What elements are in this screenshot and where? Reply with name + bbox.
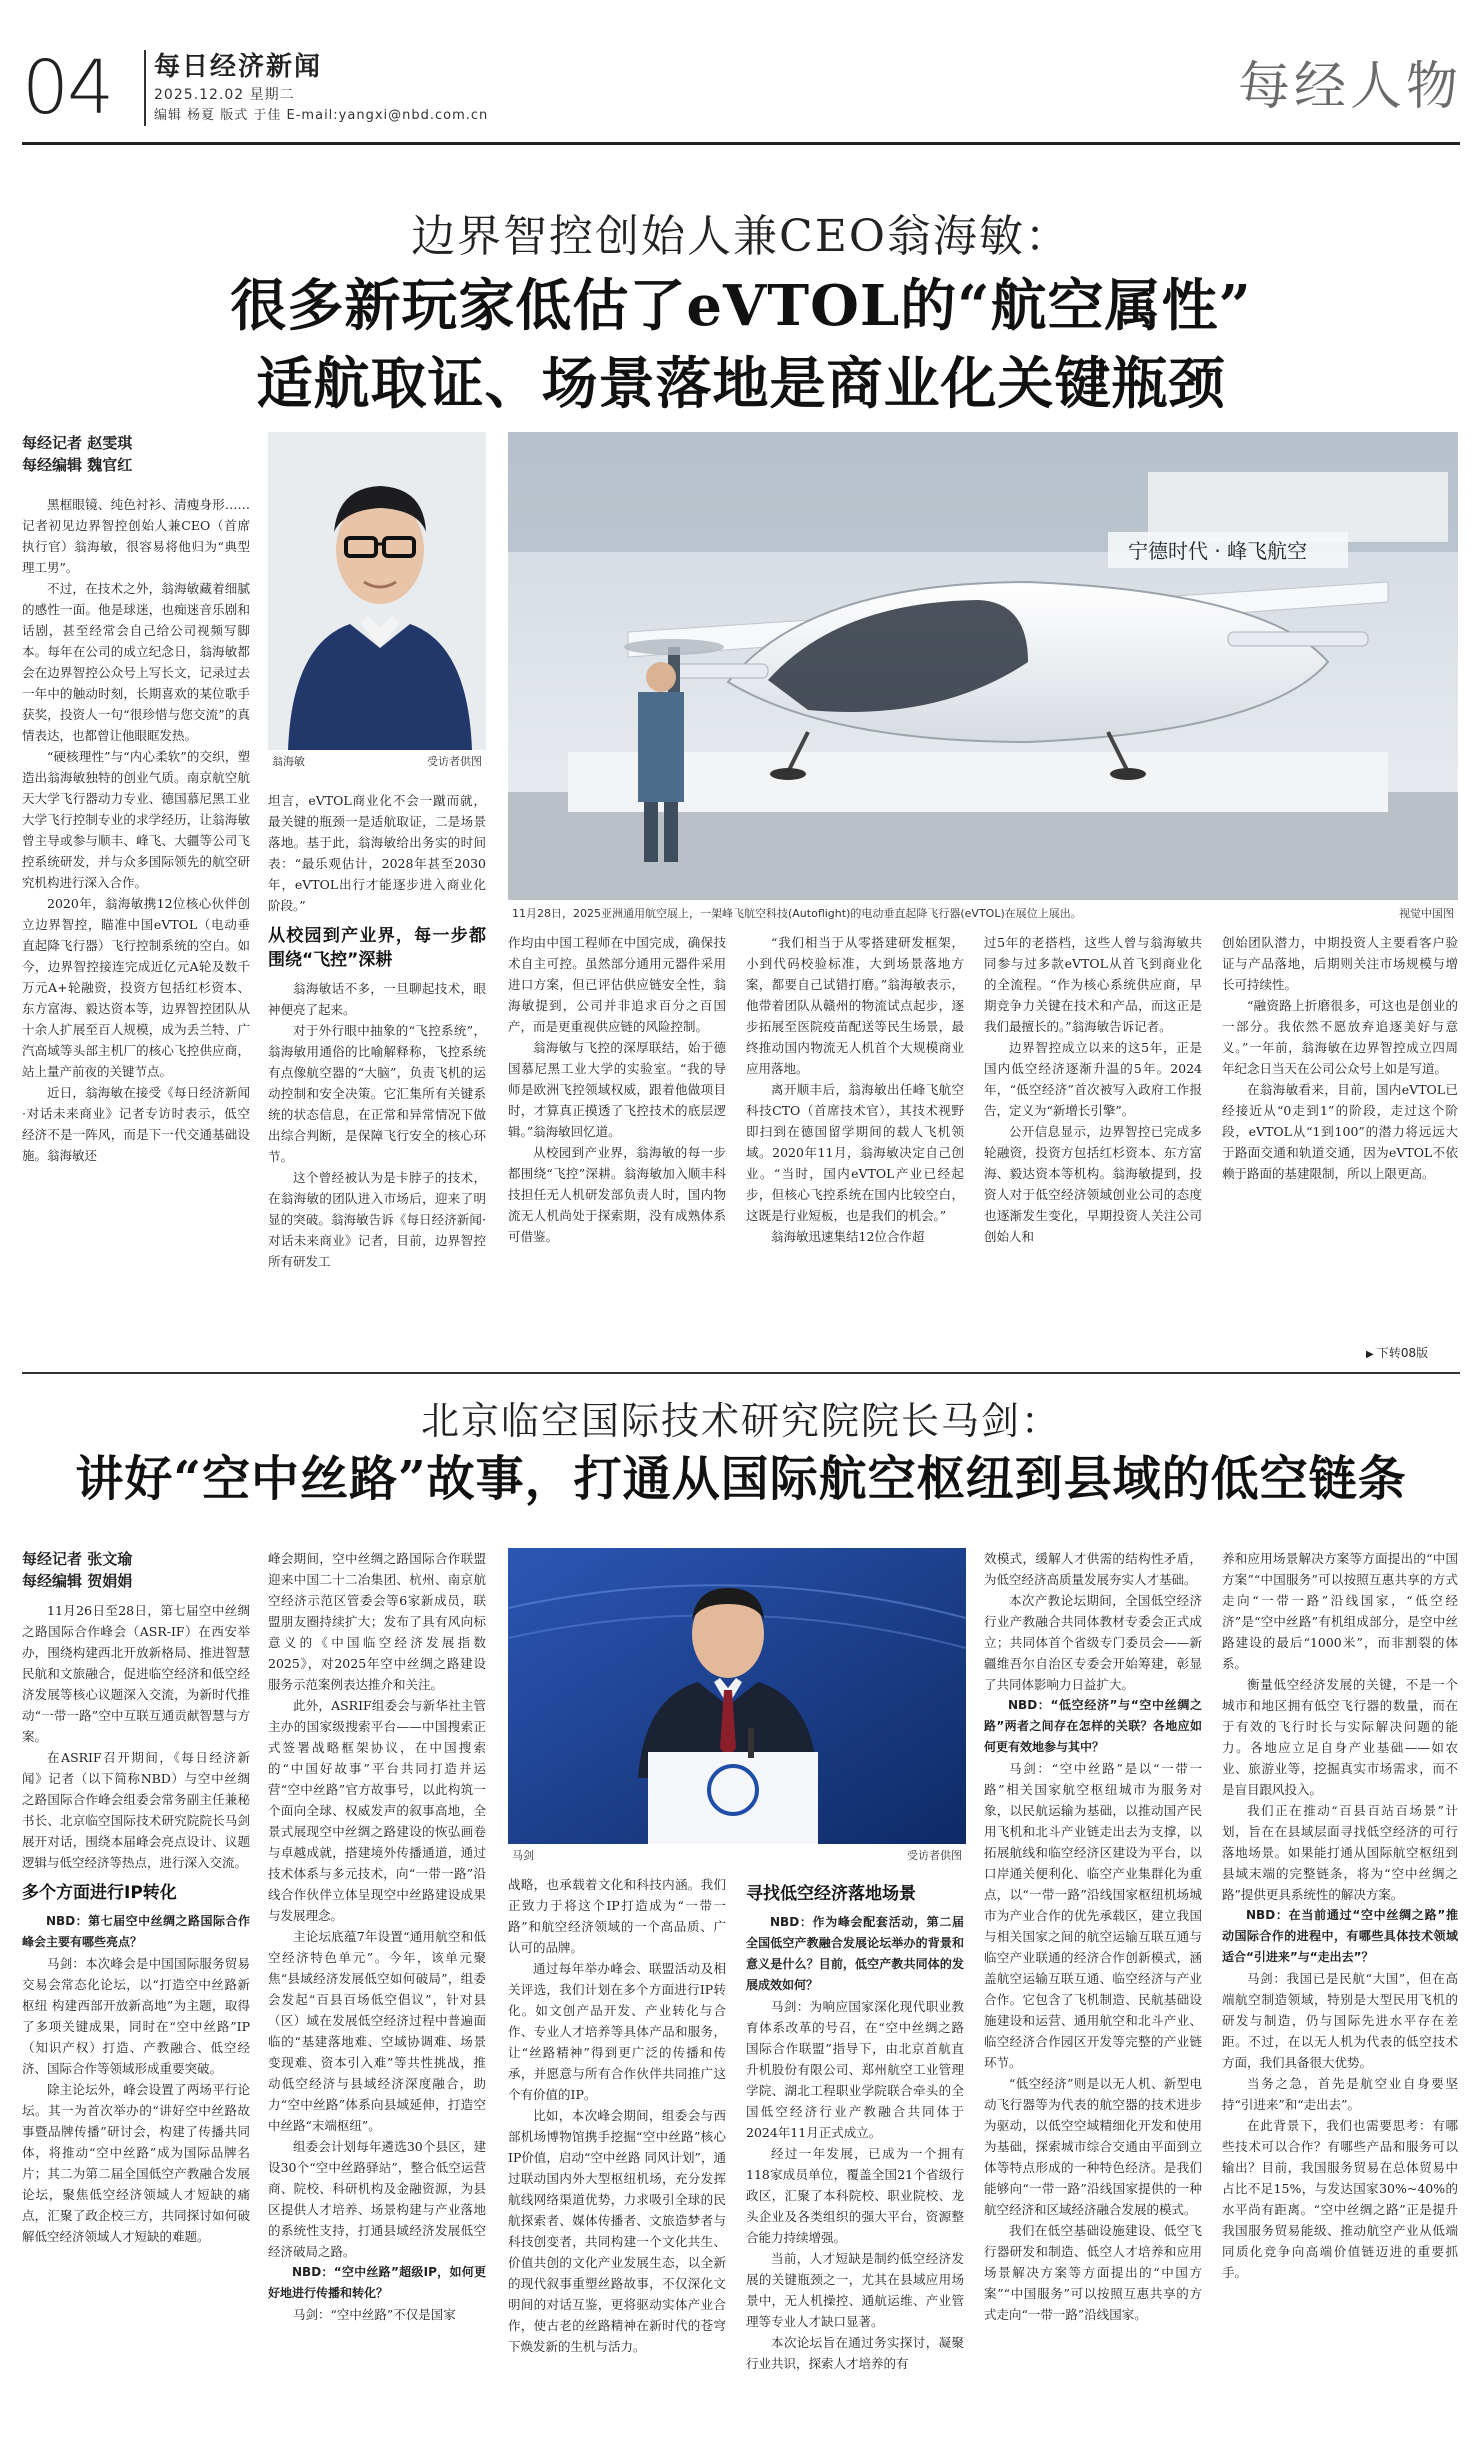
paragraph: 养和应用场景解决方案等方面提出的“中国方案”“中国服务”可以按照互惠共享的方式走向“一带一路”沿线国家，“低空经济”是“空中丝路”有机组成部分，是空中丝路建设的最后“1000米”，而非割裂的体系。: [1222, 1551, 1458, 1671]
answer: 马剑：“空中丝路”是以“一带一路”相关国家航空枢纽城市为服务对象，以民航运输为基础，以推动国产民用飞机和北斗产业链走出去为支撑，以拓展航线和临空经济区建设为平台，以口岸通关便利化、临空产业集群化为重点，以“一带一路”沿线国家枢纽机场城市为产业合作的优先承载区，建立我国与相关国家之间的航空运输互联互通与临空产业联通的经济合作创新模式，涵盖航空运输互联互通、临空经济与产业合作。它包含了飞机制造、民航基础设施建设和运营、通用航空和北斗产业、临空经济合作园区开发等完整的产业链环节。: [984, 1761, 1202, 2070]
paragraph: 翁海敏话不多，一旦聊起技术，眼神便亮了起来。: [268, 981, 486, 1017]
paragraph: 组委会计划每年遴选30个县区，建设30个“空中丝路驿站”，整合低空运营商、院校、科研机构及金融资源，为县区提供人才培养、场景构建与产业落地的系统性支持，打通县域经济发展低空经济破局之路。: [268, 2139, 486, 2259]
paragraph: 比如，本次峰会期间，组委会与西部机场博物馆携手挖掘“空中丝路”核心IP价值，启动“空中丝路 同风计划”，通过联动国内外大型枢纽机场，充分发挥航线网络渠道优势，力求吸引全球的民航探索者、媒体传播者、文旅造梦者与科技创变者，共同构建一个文化共生、价值共创的文化产业发展生态，以全新的现代叙事重塑丝路故事，不仅深化文明间的对话互鉴，更将驱动实体产业合作，使古老的丝路精神在新时代的苍穹下焕发新的生机与活力。: [508, 2108, 726, 2354]
article1-column-2: [268, 790, 486, 1366]
speaker-illustration: [508, 1548, 966, 1844]
paragraph: 我们正在推动“百县百站百场景”计划，旨在在县域层面寻找低空经济的可行落地场景。如果能打通从国际航空枢纽到县域末端的完整链条，将为“空中丝绸之路”提供更具系统性的解决方案。: [1222, 1803, 1458, 1902]
evtol-caption-text: 11月28日，2025亚洲通用航空展上，一架峰飞航空科技(Autoflight)的电动垂直起降飞行器(eVTOL)在展位上展出。: [512, 907, 1082, 920]
article1-reporter: 每经记者 赵雯琪: [22, 434, 133, 452]
article1-kicker: 边界智控创始人兼CEO翁海敏：: [411, 211, 1071, 262]
issue-date: 2025.12.02 星期二: [154, 87, 295, 103]
masthead-separator: [144, 50, 146, 126]
answer: 马剑：“空中丝路”不仅是国家: [293, 2307, 456, 2322]
paragraph: 作均由中国工程师在中国完成，确保技术自主可控。虽然部分通用元器件采用进口方案，但已评估供应链安全性，翁海敏提到，公司并非追求百分之百国产，而是更重视供应链的风险控制。: [508, 935, 726, 1034]
article1-column-6: [1222, 932, 1458, 1332]
portrait-illustration: [268, 432, 486, 750]
evtol-photo-credit: 视觉中国图: [1399, 907, 1454, 920]
masthead-rule: [22, 142, 1460, 145]
speaker-photo: [508, 1548, 966, 1844]
paragraph: 在此背景下，我们也需要思考：有哪些技术可以合作？有哪些产品和服务可以输出？目前，我国服务贸易在总体贸易中占比不足15%，与发达国家30%~40%的水平尚有距离。“空中丝绸之路”正是提升我国服务贸易能级、推动航空产业从低端同质化竞争向高端价值链迈进的重要抓手。: [1222, 2118, 1458, 2280]
section-name: 每经人物: [1237, 57, 1462, 117]
article2-column-6: [1222, 1548, 1458, 2410]
evtol-photo: [508, 432, 1458, 900]
article2-editor: 每经编辑 贺娟娟: [22, 1572, 133, 1590]
article2-column-5: [984, 1548, 1202, 2410]
paragraph: “硬核理性”与“内心柔软”的交织，塑造出翁海敏独特的创业气质。南京航空航天大学飞行器动力专业、德国慕尼黑工业大学飞行控制专业的求学经历，让翁海敏曾主导或参与顺丰、峰飞、大疆等公司飞控系统研发，并与众多国际领先的航空研究机构进行深入合作。: [22, 749, 250, 890]
question: NBD：“低空经济”与“空中丝绸之路”两者之间存在怎样的关联？各地应如何更有效地参与其中？: [984, 1698, 1202, 1754]
paragraph: 主论坛底蕴7年设置“通用航空和低空经济特色单元”。今年，该单元聚焦“县域经济发展低空如何破局”，组委会发起“百县百场低空倡议”，针对县（区）域在发展低空经济过程中普遍面临的“基建落地难、空域协调难、场景变现难、资本引入难”等共性挑战，推动低空经济与县域经济深度融合，助力“空中丝路”体系向县域延伸，打造空中丝路“末端枢纽”。: [268, 1929, 486, 2133]
editor-line: 编辑 杨夏 版式 于佳 E-mail:yangxi@nbd.com.cn: [154, 108, 489, 123]
portrait-caption: [272, 754, 482, 770]
paragraph: 边界智控成立以来的这5年，正是国内低空经济逐渐升温的5年。2024年，“低空经济”首次被写入政府工作报告，定义为“新增长引擎”。: [984, 1040, 1202, 1118]
paragraph: 经过一年发展，已成为一个拥有118家成员单位，覆盖全国21个省级行政区，汇聚了本科院校、职业院校、龙头企业及各类组织的强大平台，资源整合能力持续增强。: [746, 2146, 964, 2245]
question: NBD：作为峰会配套活动，第二届全国低空产教融合发展论坛举办的背景和意义是什么？目前，低空产教共同体的发展成效如何？: [746, 1915, 964, 1992]
paragraph: 翁海敏与飞控的深厚联结，始于德国慕尼黑工业大学的实验室。“我的导师是欧洲飞控领域权威，跟着他做项目时，才算真正摸透了飞控技术的底层逻辑。”翁海敏回忆道。: [508, 1040, 726, 1139]
page-number: 04: [22, 45, 113, 131]
article1-headline-line1: 很多新玩家低估了eVTOL的“航空属性”: [230, 273, 1252, 339]
paragraph: 不过，在技术之外，翁海敏藏着细腻的感性一面。他是球迷，也痴迷音乐剧和话剧，甚至经常会自己给公司视频写脚本。每年在公司的成立纪念日，翁海敏都会在边界智控公众号上写长文，记录过去一年中的触动时刻，长期喜欢的某位歌手获奖，投资人一句“很珍惜与您交流”的真情表达，也都曾让他眼眶发热。: [22, 581, 250, 743]
question: NBD：“空中丝路”超级IP，如何更好地进行传播和转化？: [268, 2265, 486, 2300]
answer: 马剑：为响应国家深化现代职业教育体系改革的号召，在“空中丝绸之路国际合作联盟”指导下，由北京首航直升机股份有限公司、郑州航空工业管理学院、湖北工程职业学院联合牵头的全国低空经济行业产教融合共同体于2024年11月正式成立。: [746, 1999, 964, 2140]
article2-byline: [22, 1548, 132, 1592]
speaker-caption: [512, 1848, 962, 1864]
article2-column-4: [746, 1874, 964, 2410]
evtol-illustration: [508, 432, 1458, 900]
article2-column-3: [508, 1874, 726, 2410]
article2-subhead-2: 寻找低空经济落地场景: [746, 1884, 916, 1904]
continued-on-note: ▶ 下转08版: [1366, 1344, 1428, 1361]
paragraph: “我们相当于从零搭建研发框架，小到代码校验标准，大到场景落地方案，都要自己试错打磨。”翁海敏表示，他带着团队从赣州的物流试点起步，逐步拓展至医院疫苗配送等民生场景，最终推动国内物流无人机首个大规模商业应用落地。: [746, 935, 964, 1076]
paragraph: 在ASRIF召开期间，《每日经济新闻》记者（以下简称NBD）与空中丝绸之路国际合作峰会组委会常务副主任兼秘书长、北京临空国际技术研究院院长马剑展开对话，围绕本届峰会亮点设计、议题逻辑与低空经济等热点，进行深入交流。: [22, 1750, 250, 1870]
paragraph: 此外，ASRIF组委会与新华社主管主办的国家级搜索平台——中国搜索正式签署战略框架协议，在中国搜索的“中国好故事”平台共同打造并运营“空中丝路”官方故事号，以此构筑一个面向全球、权威发声的叙事高地，全景式展现空中丝绸之路建设的恢弘画卷与卓越成就，搭建境外传播通道，通过技术体系与多元技术，向“一带一路”沿线合作伙伴立体呈现空中丝路建设成果与发展理念。: [268, 1698, 486, 1923]
paragraph: 战略，也承载着文化和科技内涵。我们正致力于将这个IP打造成为“一带一路”和航空经济领域的一个高品质、广认可的品牌。: [508, 1877, 726, 1955]
paragraph: 公开信息显示，边界智控已完成多轮融资，投资方包括红杉资本、东方富海、毅达资本等机构。翁海敏提到，投资人对于低空经济领域创业公司的态度也逐渐发生变化，早期投资人关注公司创始人和: [984, 1124, 1202, 1244]
paragraph: 翁海敏迅速集结12位合作超: [771, 1229, 925, 1244]
paragraph: “融资路上折磨很多，可这也是创业的一部分。我依然不愿放弃追逐美好与意义。”一年前，翁海敏在边界智控成立四周年纪念日当天在公司公众号上如是写道。: [1222, 998, 1458, 1076]
paragraph: 近日，翁海敏在接受《每日经济新闻·对话未来商业》记者专访时表示，低空经济不是一阵风，而是下一代交通基础设施。翁海敏还: [22, 1085, 250, 1163]
paragraph: 效模式，缓解人才供需的结构性矛盾，为低空经济高质量发展夯实人才基础。: [984, 1551, 1202, 1587]
paragraph: 当务之急，首先是航空业自身要坚持“引进来”和“走出去”。: [1222, 2076, 1458, 2112]
paragraph: 峰会期间，空中丝绸之路国际合作联盟迎来中国二十二冶集团、杭州、南京航空经济示范区管委会等6家新成员，联盟朋友圈持续扩大；发布了具有风向标意义的《中国临空经济发展指数2025》，对2025年空中丝绸之路建设服务示范案例表达推介和关注。: [268, 1551, 486, 1692]
paragraph: 坦言，eVTOL商业化不会一蹴而就，最关键的瓶颈一是适航取证，二是场景落地。基于此，翁海敏给出务实的时间表：“最乐观估计，2028年甚至2030年，eVTOL出行才能逐步进入商业化阶段。”: [268, 793, 486, 913]
portrait-caption-name: 翁海敏: [272, 755, 305, 768]
paragraph: 当前，人才短缺是制约低空经济发展的关键瓶颈之一，尤其在县域应用场景中，无人机操控、通航运维、产业管理等专业人才缺口显著。: [746, 2251, 964, 2329]
question: NBD：在当前通过“空中丝绸之路”推动国际合作的进程中，有哪些具体技术领域适合“引进来”与“走出去”？: [1222, 1908, 1458, 1964]
paragraph: 11月26日至28日，第七届空中丝绸之路国际合作峰会（ASR-IF）在西安举办，围绕构建西北开放新格局、推进智慧民航和文旅融合，促进临空经济和低空经济发展等核心议题深入交流，为新时代推动“一带一路”空中互联互通贡献智慧与方案。: [22, 1603, 250, 1744]
paragraph: 离开顺丰后，翁海敏出任峰飞航空科技CTO（首席技术官），其技术视野即扫到在德国留学期间的载人飞机领域。2020年11月，翁海敏决定自己创业。“当时，国内eVTOL产业已经起步，但核心飞控系统在国内比较空白，这既是行业短板，也是我们的机会。”: [746, 1082, 964, 1223]
article1-column-4: [746, 932, 964, 1366]
article1-byline: [22, 432, 132, 476]
portrait-credit: 受访者供图: [427, 755, 482, 768]
article1-editor: 每经编辑 魏官红: [22, 456, 133, 474]
article2-headline: 讲好“空中丝路”故事，打通从国际航空枢纽到县域的低空链条: [75, 1451, 1407, 1507]
article-divider: [22, 1372, 1460, 1374]
article2-kicker: 北京临空国际技术研究院院长马剑：: [420, 1399, 1061, 1443]
paper-name: 每日经济新闻: [154, 52, 323, 82]
article1-column-5: [984, 932, 1202, 1366]
paragraph: 我们在低空基础设施建设、低空飞行器研发和制造、低空人才培养和应用场景解决方案等方面提出的“中国方案”“中国服务”可以按照互惠共享的方式走向“一带一路”沿线国家。: [984, 2223, 1202, 2322]
article2-reporter: 每经记者 张文瑜: [22, 1550, 133, 1568]
paragraph: 对于外行眼中抽象的“飞控系统”，翁海敏用通俗的比喻解释称，飞控系统有点像航空器的“大脑”，负责飞机的运动控制和安全决策。它汇集所有关键系统的状态信息，在正常和异常情况下做出综合判断，是保障飞行安全的核心环节。: [268, 1023, 486, 1164]
paragraph: 本次论坛旨在通过务实探讨，凝聚行业共识，探索人才培养的有: [746, 2335, 964, 2371]
speaker-caption-name: 马剑: [512, 1849, 534, 1862]
paragraph: 这个曾经被认为是卡脖子的技术，在翁海敏的团队进入市场后，迎来了明显的突破。翁海敏告诉《每日经济新闻·对话未来商业》记者，目前，边界智控所有研发工: [268, 1170, 486, 1269]
paragraph: 衡量低空经济发展的关键，不是一个城市和地区拥有低空飞行器的数量，而在于有效的飞行时长与实际解决问题的能力。各地应立足自身产业基础——如农业、旅游业等，挖掘真实市场需求，而不是盲目跟风投入。: [1222, 1677, 1458, 1797]
paragraph: 除主论坛外，峰会设置了两场平行论坛。其一为首次举办的“讲好空中丝路故事暨品牌传播”研讨会，构建了传播共同体，将推动“空中丝路”成为国际品牌名片；其二为第二届全国低空产教融合发展论坛，聚焦低空经济领域人才短缺的痛点，汇聚了政企校三方，共同探讨如何破解低空经济领域人才短缺的难题。: [22, 2082, 250, 2244]
article2-subhead-1: 多个方面进行IP转化: [22, 1883, 177, 1903]
article1-headline-line2: 适航取证、场景落地是商业化关键瓶颈: [256, 351, 1226, 417]
article1-subhead-1: 从校园到产业界，每一步都围绕“飞控”深耕: [268, 926, 486, 970]
paragraph: 在翁海敏看来，目前，国内eVTOL已经接近从“0走到1”的阶段，走过这个阶段，eVTOL从“1到100”的潜力将远远大于路面交通和轨道交通，因为eVTOL不依赖于路面的基建限制，所以上限更高。: [1222, 1082, 1458, 1181]
paragraph: 2020年，翁海敏携12位核心伙伴创立边界智控，瞄准中国eVTOL（电动垂直起降飞行器）飞行控制系统的空白。如今，边界智控接连完成近亿元A轮及数千万元A+轮融资，投资方包括红杉资本、东方富海、毅达资本等，边界智控团队从十余人扩展至百人规模，成为丢兰特、广汽高域等头部主机厂的核心飞控供应商，站上量产前夜的关键节点。: [22, 896, 250, 1079]
answer: 马剑：我国已是民航“大国”，但在高端航空制造领域，特别是大型民用飞机的研发与制造，仍与国际先进水平存在差距。不过，在以无人机为代表的低空技术方面，我们具备很大优势。: [1222, 1971, 1458, 2070]
paragraph: 本次产教论坛期间，全国低空经济行业产教融合共同体教材专委会正式成立；共同体首个省级专门委员会——新疆维吾尔自治区专委会开始筹建，彰显了共同体影响力日益扩大。: [984, 1593, 1202, 1692]
paragraph: 过5年的老搭档，这些人曾与翁海敏共同参与过多款eVTOL从首飞到商业化的全流程。“作为核心系统供应商，早期竞争力关键在技术和产品，而这正是我们最擅长的。”翁海敏告诉记者。: [984, 935, 1202, 1034]
evtol-photo-caption: [512, 906, 1454, 922]
portrait-photo: [268, 432, 486, 750]
answer: 马剑：本次峰会是中国国际服务贸易交易会常态化论坛，以“打造空中丝路新枢纽 构建西部开放新高地”为主题，取得了多项关键成果，同时在“空中丝路”IP（知识产权）打造、产教融合、低空经济、国际合作等领域形成重要突破。: [22, 1956, 250, 2076]
paragraph: “低空经济”则是以无人机、新型电动飞行器等为代表的航空器的技术进步为驱动，以低空空域精细化开发和使用为基础，探索城市综合交通由平面到立体等特点形成的一种特色经济。是我们能够向“一带一路”沿线国家提供的一种航空经济和区域经济融合发展的模式。: [984, 2076, 1202, 2217]
article2-column-2: [268, 1548, 486, 2410]
article2-column-1: [22, 1600, 250, 2410]
speaker-photo-credit: 受访者供图: [907, 1849, 962, 1862]
paragraph: 从校园到产业界，翁海敏的每一步都围绕“飞控”深耕。翁海敏加入顺丰科技担任无人机研发部负责人时，国内物流无人机尚处于探索期，没有成熟体系可借鉴。: [508, 1145, 726, 1244]
article1-column-3: [508, 932, 726, 1366]
article1-column-1: [22, 494, 250, 1366]
question: NBD：第七届空中丝绸之路国际合作峰会主要有哪些亮点？: [22, 1914, 250, 1949]
paragraph: 黑框眼镜、纯色衬衫、清瘦身形……记者初见边界智控创始人兼CEO（首席执行官）翁海敏，很容易将他归为“典型理工男”。: [22, 497, 250, 575]
exhibit-sign-text: 宁德时代 · 峰飞航空: [1128, 539, 1308, 563]
paragraph: 创始团队潜力，中期投资人主要看客户验证与产品落地，后期则关注市场规模与增长可持续性。: [1222, 935, 1458, 992]
paragraph: 通过每年举办峰会、联盟活动及相关评选，我们计划在多个方面进行IP转化。如文创产品开发、产业转化与合作、专业人才培养等具体产品和服务，让“丝路精神”得到更广泛的传播和传承，并愿意与所有合作伙伴共同推广这个有价值的IP。: [508, 1961, 726, 2102]
masthead: [22, 40, 1462, 140]
